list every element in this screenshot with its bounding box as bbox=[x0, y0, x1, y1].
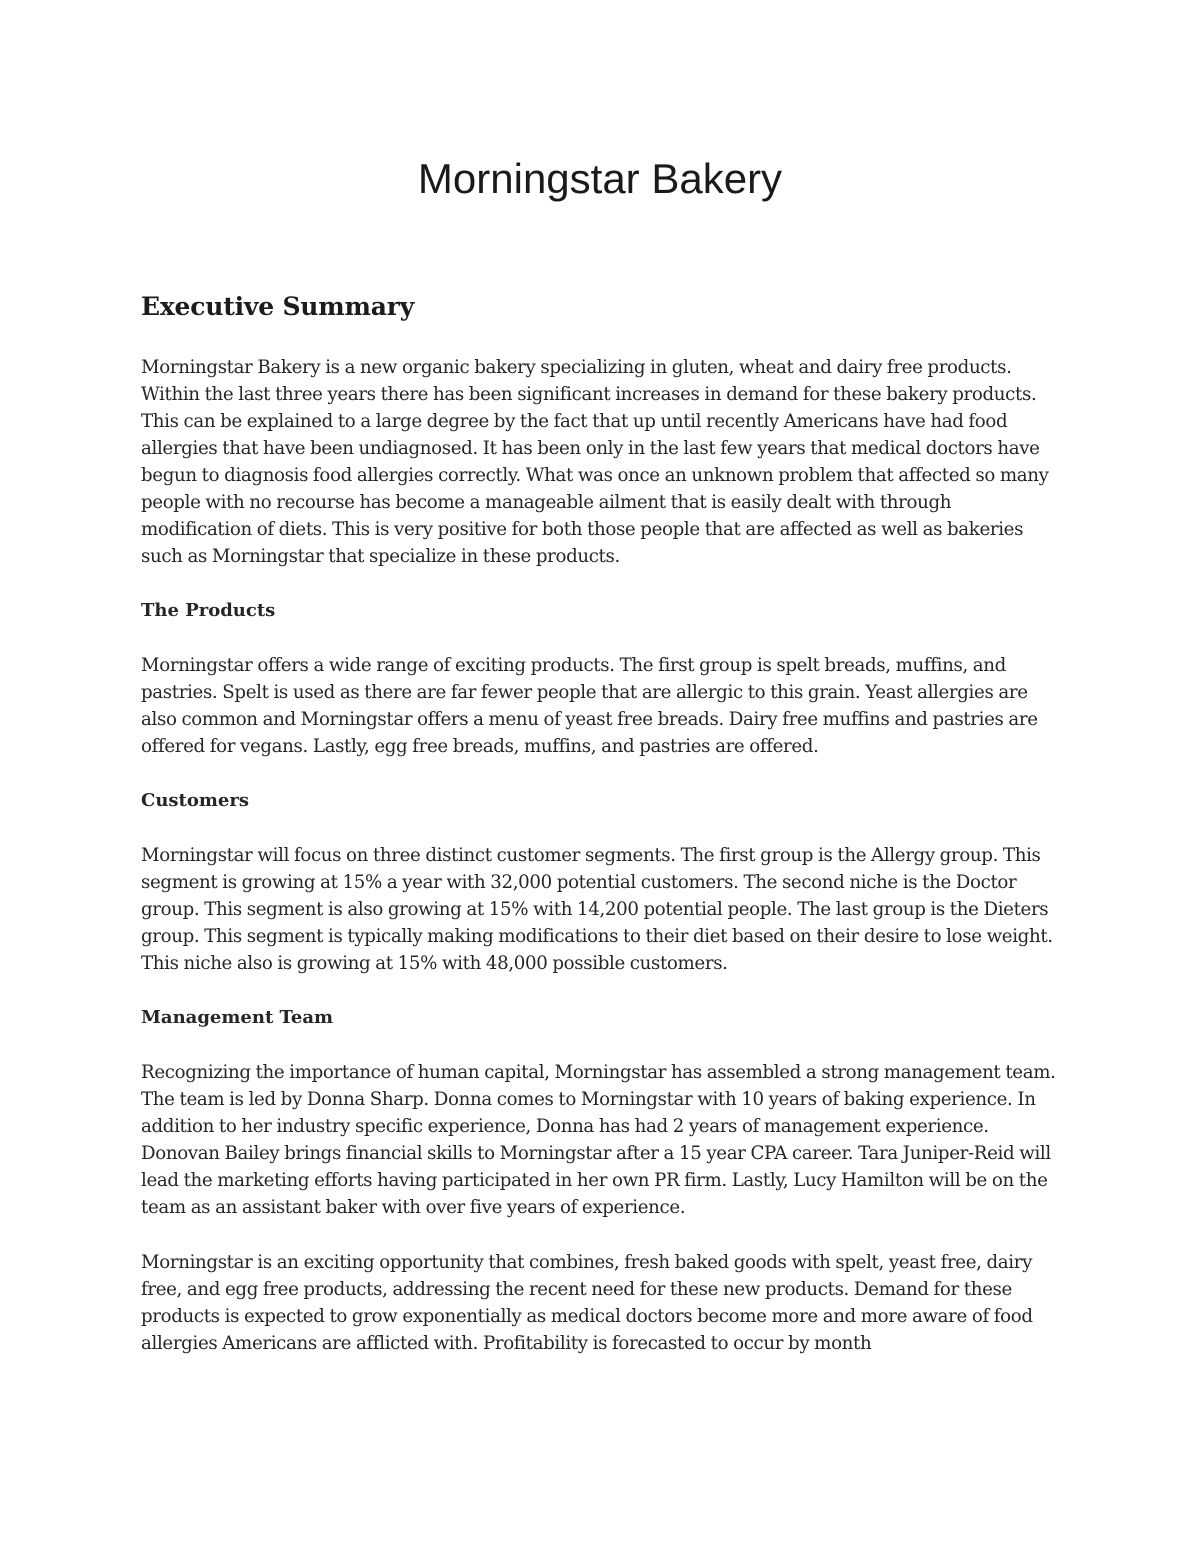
executive-summary-heading: Executive Summary bbox=[141, 292, 415, 321]
products-paragraph: Morningstar offers a wide range of exciting products. The first group is spelt breads, muffins, and pastries. Spelt is used as there are far fewer people that are allergic to this grain. Yeast allergies are also common and Morningstar offers a menu of yeast free breads. Dairy free muffins and pastries are offered for vegans. Lastly, egg free breads, muffins, and pastries are offered. bbox=[141, 655, 1038, 757]
customers-heading: Customers bbox=[141, 790, 249, 811]
document-title: Morningstar Bakery bbox=[417, 155, 783, 202]
customers-paragraph: Morningstar will focus on three distinct customer segments. The first group is the Allergy group. This segment is growing at 15% a year with 32,000 potential customers. The second niche is the Doctor group. This segment is also growing at 15% with 14,200 potential people. The last group is the Dieters group. This segment is typically making modifications to their diet based on their desire to lose weight. This niche also is growing at 15% with 48,000 possible customers. bbox=[141, 845, 1053, 974]
products-heading: The Products bbox=[141, 600, 276, 621]
closing-paragraph: Morningstar is an exciting opportunity that combines, fresh baked goods with spelt, yeast free, dairy free, and egg free products, addressing the recent need for these new products. Demand for these products is expected to grow exponentially as medical doctors become more and more aware of food allergies Americans are afflicted with. Profitability is forecasted to occur by month bbox=[141, 1252, 1033, 1354]
executive-summary-paragraph: Morningstar Bakery is a new organic bakery specializing in gluten, wheat and dairy free products. Within the last three years there has been significant increases in demand for these bakery products. This can be explained to a large degree by the fact that up until recently Americans have had food allergies that have been undiagnosed. It has been only in the last few years that medical doctors have begun to diagnosis food allergies correctly. What was once an unknown problem that affected so many people with no recourse has become a manageable ailment that is easily dealt with through modification of diets. This is very positive for both those people that are affected as well as bakeries such as Morningstar that specialize in these products. bbox=[141, 357, 1049, 567]
management-team-paragraph: Recognizing the importance of human capital, Morningstar has assembled a strong management team. The team is led by Donna Sharp. Donna comes to Morningstar with 10 years of baking experience. In addition to her industry specific experience, Donna has had 2 years of management experience. Donovan Bailey brings financial skills to Morningstar after a 15 year CPA career. Tara Juniper-Reid will lead the marketing efforts having participated in her own PR firm. Lastly, Lucy Hamilton will be on the team as an assistant baker with over five years of experience. bbox=[141, 1062, 1056, 1218]
management-team-heading: Management Team bbox=[141, 1007, 334, 1028]
document-body bbox=[141, 290, 1061, 1357]
